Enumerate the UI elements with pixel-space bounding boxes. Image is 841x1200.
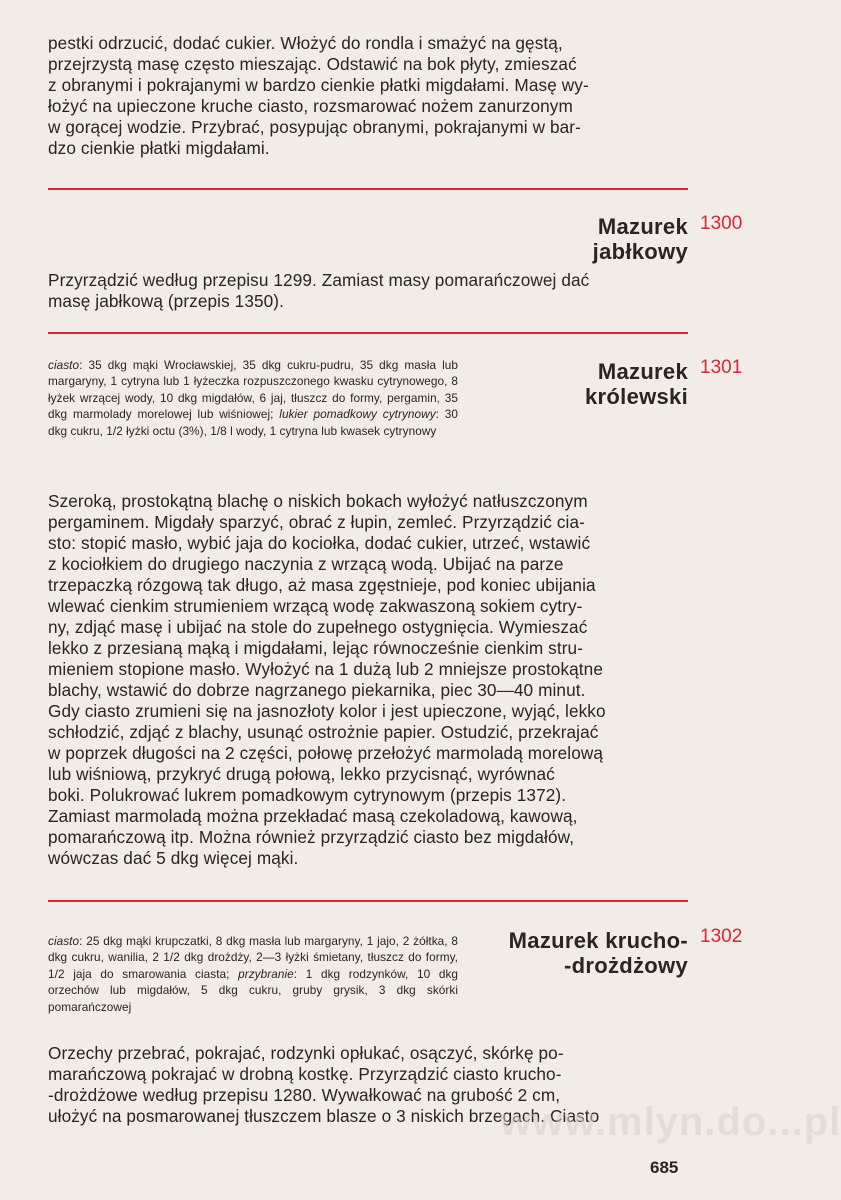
recipe-number: 1302	[700, 926, 743, 947]
recipe-number: 1301	[700, 357, 743, 378]
intro-paragraph: pestki odrzucić, dodać cukier. Włożyć do rondla i smażyć na gęstą, przejrzystą masę często mieszając. Odstawić na bok płyty, zmieszać z obranymi i pokrajanymi w bardzo cienkie płatki migdałami. Masę wy- łożyć na upieczone kruche ciasto, rozsmarować nożem zanurzonym w gorącej wodzie. Przybrać, posypując obranymi, pokrajanymi w bar- dzo cienkie płatki migdałami.	[48, 33, 589, 158]
garnish-text: : 1 dkg rodzynków, 10 dkg orzechów lub migdałów, 5 dkg cukru, gruby grysik, 3 dkg skórki pomarańczowej	[48, 966, 459, 1014]
recipe-title: Mazurek jabłkowy	[592, 214, 688, 264]
ingredient-label: ciasto	[48, 934, 80, 948]
recipe-title: Mazurek królewski	[585, 359, 688, 409]
ingredient-list	[48, 933, 458, 1015]
ingredient-list	[48, 357, 458, 439]
ingredient-text: : 25 dkg mąki krupczatki, 8 dkg masła lub margaryny, 1 jajo, 2 żółtka, 8 dkg cukru, wanilia, 2 1/2 dkg drożdży, 2—3 łyżki śmietany, tłuszcz do formy, 1/2 jaja do smarowania ciasta;	[48, 934, 458, 981]
recipe-instructions: Szeroką, prostokątną blachę o niskich bokach wyłożyć natłuszczonym pergaminem. Migdały sparzyć, obrać z łupin, zemleć. Przyrządzić cia- sto: stopić masło, wybić jaja do kociołka, dodać cukier, utrzeć, wstawić z kociołkiem do drugiego naczynia z wrzącą wodą. Ubijać na parze trzepaczką rózgową tak długo, aż masa zgęstnieje, pod koniec ubijania wlewać cienkim strumieniem wrzącą wodę zakwaszoną sokiem cytry- ny, zdjąć masę i ubijać na stole do zupełnego ostygnięcia. Wymieszać lekko z przesianą mąką i migdałami, lejąc równocześnie cienkim stru- mieniem stopione masło. Wyłożyć na 1 dużą lub 2 mniejsze prostokątne blachy, wstawić do dobrze nagrzanego piekarnika, piec 30—40 minut. Gdy ciasto zrumieni się na jasnozłoty kolor i jest upieczone, wyjąć, lekko schłodzić, zdjąć z blachy, usunąć ostrożnie papier. Ostudzić, przekrajać w poprzek długości na 2 części, połowę przełożyć marmoladą morelową lub wiśniową, przykryć drugą połową, lekko przycisnąć, wyrównać boki. Polukrować lukrem pomadkowym cytrynowym (przepis 1372). Zamiast marmoladą można przekładać masą czekoladową, kawową, pomarańczową itp. Można również przyrządzić ciasto bez migdałów, wówczas dać 5 dkg więcej mąki.	[48, 491, 606, 868]
ingredient-label: ciasto	[48, 358, 80, 372]
glaze-text: : 30 dkg cukru, 1/2 łyżki octu (3%), 1/8 l wody, 1 cytryna lub kwasek cytrynowy	[48, 407, 458, 438]
recipe-title: Mazurek krucho- -drożdżowy	[508, 928, 688, 978]
section-divider	[48, 188, 688, 190]
recipe-number: 1300	[700, 213, 743, 234]
watermark: www.mlyn.do...pl	[500, 1100, 841, 1144]
garnish-label: przybranie	[238, 966, 294, 981]
glaze-label: lukier pomadkowy cytrynowy	[279, 407, 436, 422]
section-divider	[48, 332, 688, 334]
ingredient-text: : 35 dkg mąki Wrocławskiej, 35 dkg cukru-pudru, 35 dkg masła lub margaryny, 1 cytryna lub 1 łyżeczka rozpuszczonego kwasku cytrynowego, 8 łyżek wrzącej wody, 10 dkg migdałów, 6 jaj, tłuszcz do formy, pergamin, 35 dkg marmolady morelowej lub wiśniowej;	[48, 358, 458, 422]
recipe-instructions: Przyrządzić według przepisu 1299. Zamiast masy pomarańczowej dać masę jabłkową (przepis 1350).	[48, 270, 590, 311]
page-number: 685	[650, 1158, 679, 1177]
recipe-instructions: Orzechy przebrać, pokrajać, rodzynki opłukać, osączyć, skórkę po- marańczową pokrajać w drobną kostkę. Przyrządzić ciasto krucho- -drożdżowe według przepisu 1280. Wywałkować na grubość 2 cm, ułożyć na posmarowanej tłuszczem blasze o 3 niskich brzegach. Ciasto	[48, 1043, 600, 1126]
section-divider	[48, 900, 688, 902]
